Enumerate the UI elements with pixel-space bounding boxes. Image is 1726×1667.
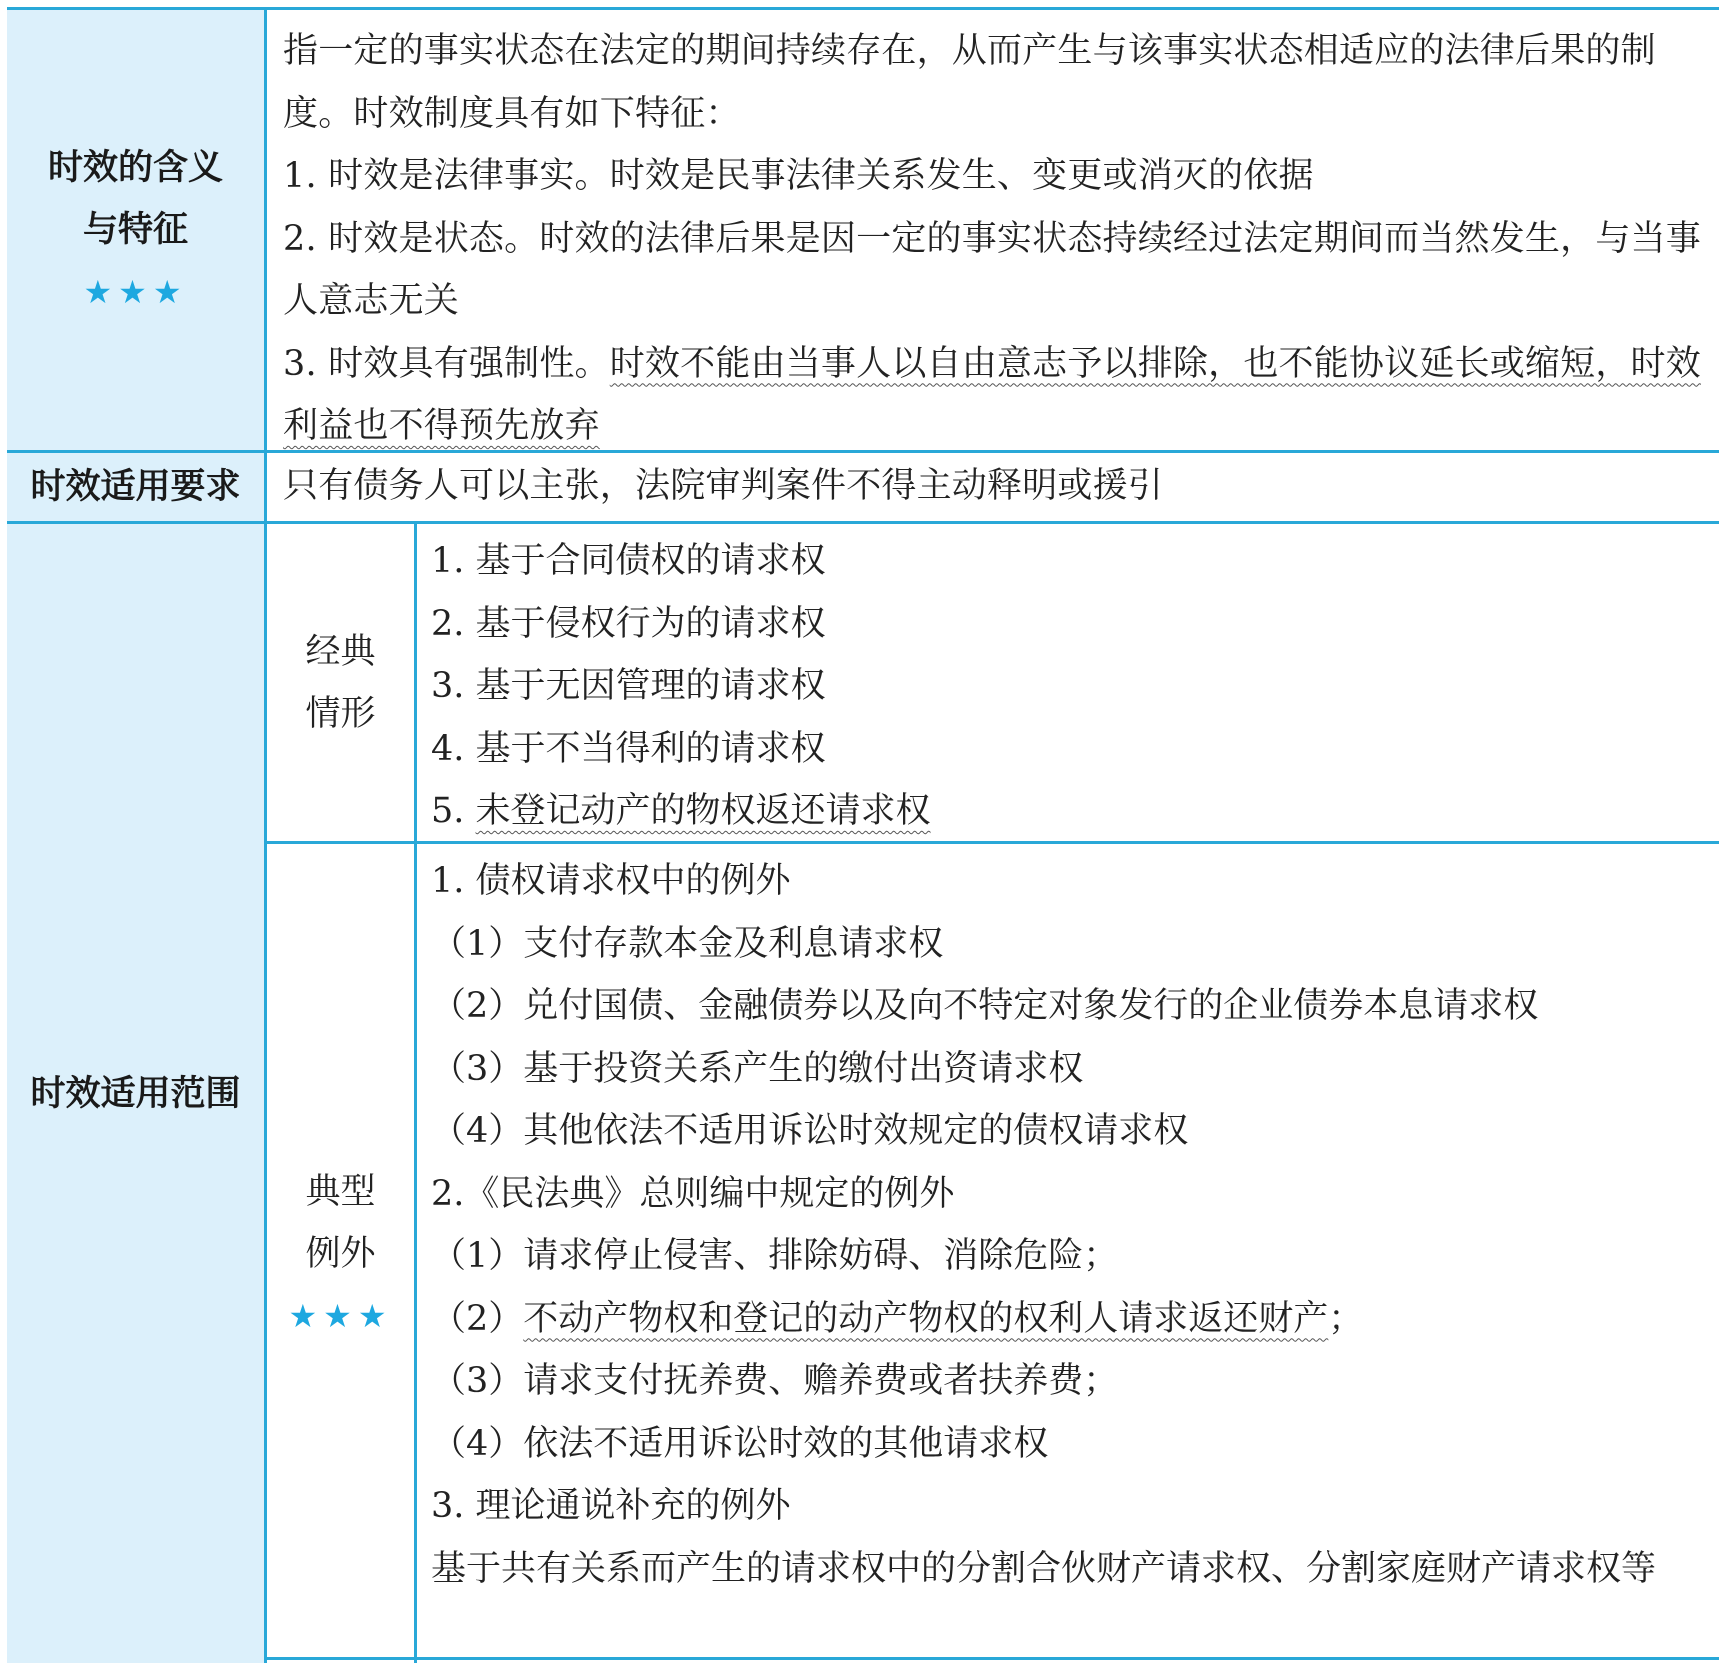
row-heading-requirement (7, 453, 267, 524)
list-item (431, 780, 1705, 843)
row-heading-scope (7, 524, 267, 1663)
group-text: 基于共有关系而产生的请求权中的分割合伙财产请求权、分割家庭财产请求权等 (431, 1548, 1657, 1589)
subheading-line: 经典 (305, 631, 376, 672)
importance-stars: ★★★ (83, 273, 188, 311)
heading-line: 与特征 (82, 210, 188, 250)
subheading-exceptions (267, 844, 417, 1663)
row-heading-meaning (7, 10, 267, 453)
row-content-requirement (267, 453, 1719, 524)
importance-stars: ★★★ (288, 1296, 393, 1335)
heading-line: 时效适用范围 (30, 1073, 241, 1114)
requirement-text: 只有债务人可以主张，法院审判案件不得主动释明或援引 (283, 466, 1164, 506)
list-item (431, 1288, 1705, 1351)
classic-list (417, 524, 1719, 844)
heading-line: 时效适用要求 (30, 467, 241, 507)
group-title: 3. 理论通说补充的例外 (431, 1486, 791, 1526)
group-title: 1. 债权请求权中的例外 (431, 861, 791, 901)
exceptions-list (417, 844, 1719, 1663)
list-item-suffix: ； (1328, 1298, 1364, 1339)
list-item: （1）请求停止侵害、排除妨碍、消除危险； (431, 1236, 1119, 1276)
group-title: 2.《民法典》总则编中规定的例外 (431, 1173, 955, 1214)
list-item: （4）依法不适用诉讼时效的其他请求权 (431, 1423, 1049, 1464)
intro-text: 指一定的事实状态在法定的期间持续存在，从而产生与该事实状态相适应的法律后果的制度。时效制度具有如下特征： (283, 31, 1656, 134)
list-item-prefix: （2） (431, 1298, 524, 1339)
scope-subtable (267, 524, 1719, 1663)
knowledge-table (7, 7, 1719, 1660)
subheading-line: 情形 (305, 693, 376, 734)
list-item: （3）基于投资关系产生的缴付出资请求权 (431, 1048, 1084, 1089)
feature-item: 1. 时效是法律事实。时效是民事法律关系发生、变更或消灭的依据 (283, 156, 1314, 196)
list-item: （3）请求支付抚养费、赡养费或者扶养费； (431, 1361, 1119, 1401)
emphasized-text: 时效不能由当事人以自由意志予以排除，也不能协议延长或缩短，时效利益也不得预先放弃 (283, 343, 1701, 446)
emphasized-text: 未登记动产的物权返还请求权 (475, 791, 931, 831)
list-item: 1. 基于合同债权的请求权 (431, 541, 826, 581)
list-item: 4. 基于不当得利的请求权 (431, 728, 826, 769)
list-item: （4）其他依法不适用诉讼时效规定的债权请求权 (431, 1111, 1189, 1151)
subheading-line: 例外 (305, 1233, 376, 1274)
feature-item-prefix: 3. 时效具有强制性。 (283, 343, 610, 384)
list-item: （2）兑付国债、金融债券以及向不特定对象发行的企业债券本息请求权 (431, 986, 1539, 1026)
subheading-classic (267, 524, 417, 844)
feature-item: 2. 时效是状态。时效的法律后果是因一定的事实状态持续经过法定期间而当然发生，与当事人意志无关 (283, 218, 1701, 321)
list-item: 3. 基于无因管理的请求权 (431, 666, 826, 706)
row-content-meaning (267, 10, 1719, 453)
feature-item (283, 333, 1703, 458)
subheading-line: 典型 (305, 1171, 376, 1212)
emphasized-text: 不动产物权和登记的动产物权的权利人请求返还财产 (523, 1298, 1329, 1339)
heading-line: 时效的含义 (47, 148, 223, 188)
list-item-prefix: 5. (431, 791, 476, 831)
list-item: 2. 基于侵权行为的请求权 (431, 603, 826, 644)
list-item: （1）支付存款本金及利息请求权 (431, 923, 944, 964)
